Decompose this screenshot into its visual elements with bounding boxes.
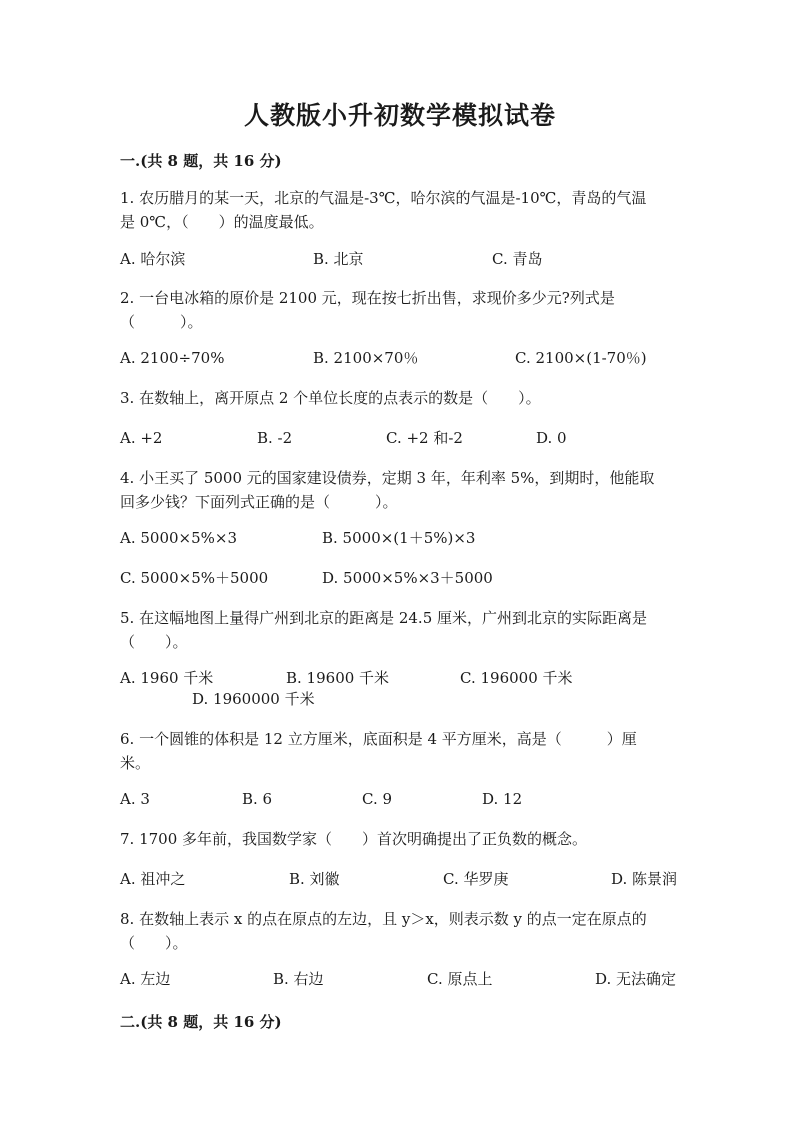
question-text-line: 3. 在数轴上，离开原点 2 个单位长度的点表示的数是（ ）。 xyxy=(120,389,541,407)
option-c: C. 2100×(1-70％) xyxy=(515,349,647,367)
option-d: D. 5000×5%×3＋5000 xyxy=(322,569,493,587)
option-d: D. 0 xyxy=(536,429,567,447)
option-c: C. 华罗庚 xyxy=(443,870,509,888)
option-b: B. 刘徽 xyxy=(289,870,340,888)
question-text-line: 5. 在这幅地图上量得广州到北京的距离是 24.5 厘米，广州到北京的实际距离是 xyxy=(120,609,648,627)
question-2 xyxy=(120,286,680,334)
option-d: D. 12 xyxy=(482,790,523,808)
option-c: C. +2 和-2 xyxy=(386,429,463,447)
question-text-line: 1. 农历腊月的某一天，北京的气温是-3℃，哈尔滨的气温是-10℃，青岛的气温 xyxy=(120,189,647,207)
option-c: C. 196000 千米 xyxy=(460,669,573,687)
option-b: B. 北京 xyxy=(313,250,364,268)
question-text-line: 回多少钱？下面列式正确的是（ ）。 xyxy=(120,493,398,511)
option-b: B. 5000×(1＋5%)×3 xyxy=(322,529,476,547)
question-8 xyxy=(120,907,680,955)
question-6 xyxy=(120,727,680,775)
option-a: A. 哈尔滨 xyxy=(120,250,186,268)
exam-title: 人教版小升初数学模拟试卷 xyxy=(243,101,556,130)
option-c: C. 青岛 xyxy=(492,250,543,268)
option-a: A. +2 xyxy=(120,429,163,447)
option-d: D. 1960000 千米 xyxy=(192,690,315,708)
question-7 xyxy=(120,827,680,851)
question-3 xyxy=(120,386,680,410)
option-b: B. 右边 xyxy=(273,970,324,988)
option-a: A. 2100÷70% xyxy=(120,349,225,367)
question-text-line: （ ）。 xyxy=(120,934,188,952)
question-text-line: 2. 一台电冰箱的原价是 2100 元，现在按七折出售，求现价多少元?列式是 xyxy=(120,289,615,307)
option-a: A. 1960 千米 xyxy=(120,669,214,687)
option-b: B. 2100×70％ xyxy=(313,349,419,367)
question-text-line: （ ）。 xyxy=(120,313,203,331)
question-text-line: 6. 一个圆锥的体积是 12 立方厘米，底面积是 4 平方厘米，高是（ ）厘 xyxy=(120,730,637,748)
section-heading-2: 二.(共 8 题，共 16 分) xyxy=(120,1013,282,1031)
question-text-line: 是 0℃，（ ）的温度最低。 xyxy=(120,213,324,231)
option-c: C. 5000×5%＋5000 xyxy=(120,569,269,587)
option-c: C. 原点上 xyxy=(427,970,493,988)
question-text-line: 4. 小王买了 5000 元的国家建设债券，定期 3 年，年利率 5%，到期时，他能取 xyxy=(120,469,655,487)
question-1 xyxy=(120,186,680,234)
option-a: A. 3 xyxy=(120,790,150,808)
option-a: A. 5000×5%×3 xyxy=(120,529,238,547)
option-d: D. 无法确定 xyxy=(595,970,677,988)
question-text-line: 8. 在数轴上表示 x 的点在原点的左边，且 y＞x，则表示数 y 的点一定在原点的 xyxy=(120,910,647,928)
option-b: B. 19600 千米 xyxy=(286,669,390,687)
option-a: A. 祖冲之 xyxy=(120,870,186,888)
option-d: D. 陈景润 xyxy=(611,870,678,888)
question-text-line: 米。 xyxy=(120,754,151,772)
question-5 xyxy=(120,606,680,654)
question-text-line: 7. 1700 多年前，我国数学家（ ）首次明确提出了正负数的概念。 xyxy=(120,830,588,848)
section-heading-1: 一.(共 8 题，共 16 分) xyxy=(120,152,282,170)
option-c: C. 9 xyxy=(362,790,393,808)
option-b: B. -2 xyxy=(257,429,293,447)
option-a: A. 左边 xyxy=(120,970,171,988)
question-text-line: （ ）。 xyxy=(120,633,188,651)
question-4 xyxy=(120,466,680,514)
option-b: B. 6 xyxy=(242,790,273,808)
